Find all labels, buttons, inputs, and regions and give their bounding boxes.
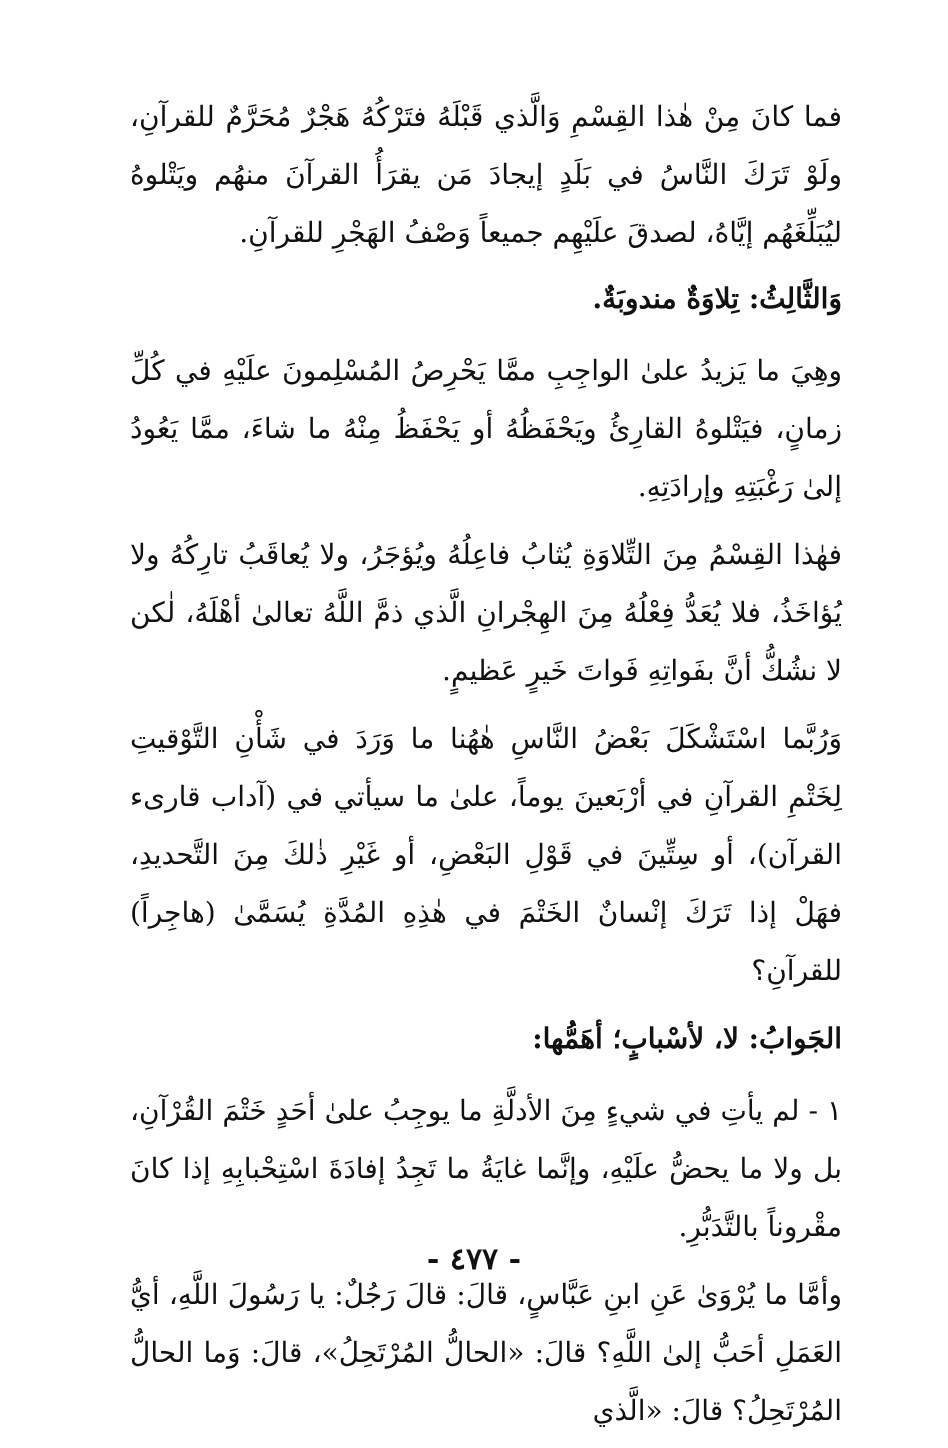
paragraph-ibn-abbas: وأمَّا ما يُرْوَىٰ عَنِ ابنِ عَبَّاسٍ، قالَ: قالَ رَجُلٌ: يا رَسُولَ اللَّهِ، أيُّ العَمَلِ أحَبُّ إلىٰ اللَّهِ؟ قالَ: «الحالُّ المُرْتَحِلُ»، قالَ: وَما الحالُّ المُرْتَحِلُ؟ قالَ: «الَّذي — [130, 1278, 842, 1427]
paragraph-reward: فهٰذا القِسْمُ مِنَ التِّلاوَةِ يُثابُ فاعِلُهُ ويُؤجَرُ، ولا يُعاقَبُ تارِكُهُ ولا يُؤاخَذُ، فلا يُعَدُّ فِعْلُهُ مِنَ الهِجْرانِ الَّذي ذمَّ اللَّهُ تعالىٰ أهْلَهُ، لٰكن لا نشُكُّ أنَّ بفَواتِهِ فَواتَ خَيرٍ عَظيمٍ. — [130, 538, 842, 687]
paragraph-reason-one: ١ - لم يأتِ في شيءٍ مِنَ الأدلَّةِ ما يوجِبُ علىٰ أحَدٍ خَتْمَ القُرْآنِ، بل ولا ما يحضُّ علَيْهِ، وإنَّما غايَةُ ما تَجِدُ إفادَةَ اسْتِحْبابِهِ إذا كانَ مقْروناً بالتَّدَبُّرِ. — [130, 1094, 842, 1243]
page-number: - ٤٧٧ - — [426, 1242, 522, 1277]
paragraph-hajr-definition: فما كانَ مِنْ هٰذا القِسْمِ وَالَّذي قَبْلَهُ فتَرْكُهُ هَجْرٌ مُحَرَّمٌ للقرآنِ، ولَوْ تَرَكَ النَّاسُ في بَلَدٍ إيجادَ مَن يقرَأُ القرآنَ منهُم ويَتْلوهُ ليُبَلِّغَهُم إيَّاهُ، لصدقَ علَيْهِم جميعاً وَصْفُ الهَجْرِ للقرآنِ. — [130, 100, 842, 249]
paragraph-recommended-recitation: وهِيَ ما يَزيدُ علىٰ الواجِبِ ممَّا يَحْرِصُ المُسْلِمونَ علَيْهِ في كُلِّ زمانٍ، فيَتْلوهُ القارِئُ ويَحْفَظُهُ أو يَحْفَظُ مِنْهُ ما شاءَ، ممَّا يَعُودُ إلىٰ رَغْبَتِهِ وإرادَتِهِ. — [130, 354, 842, 503]
paragraph-question: وَرُبَّما اسْتَشْكَلَ بَعْضُ النَّاسِ هٰهُنا ما وَرَدَ في شَأْنِ التَّوْقيتِ لِخَتْمِ القرآنِ في أرْبَعينَ يوماً، علىٰ ما سيأتي في (آداب قارىء القرآن)، أو سِتِّينَ في قَوْلِ البَعْضِ، أو غَيْرِ ذٰلكَ مِنَ التَّحديدِ، فهَلْ إذا تَرَكَ إنْسانٌ الخَتْمَ في هٰذِهِ المُدَّةِ يُسَمَّىٰ (هاجِراً) للقرآنِ؟ — [130, 722, 842, 987]
section-heading-third: وَالثَّالِثُ: تِلاوَةٌ مندوبَةٌ. — [592, 282, 842, 315]
section-heading-answer: الجَوابُ: لا، لأسْبابٍ؛ أهَمُّها: — [532, 1022, 842, 1055]
